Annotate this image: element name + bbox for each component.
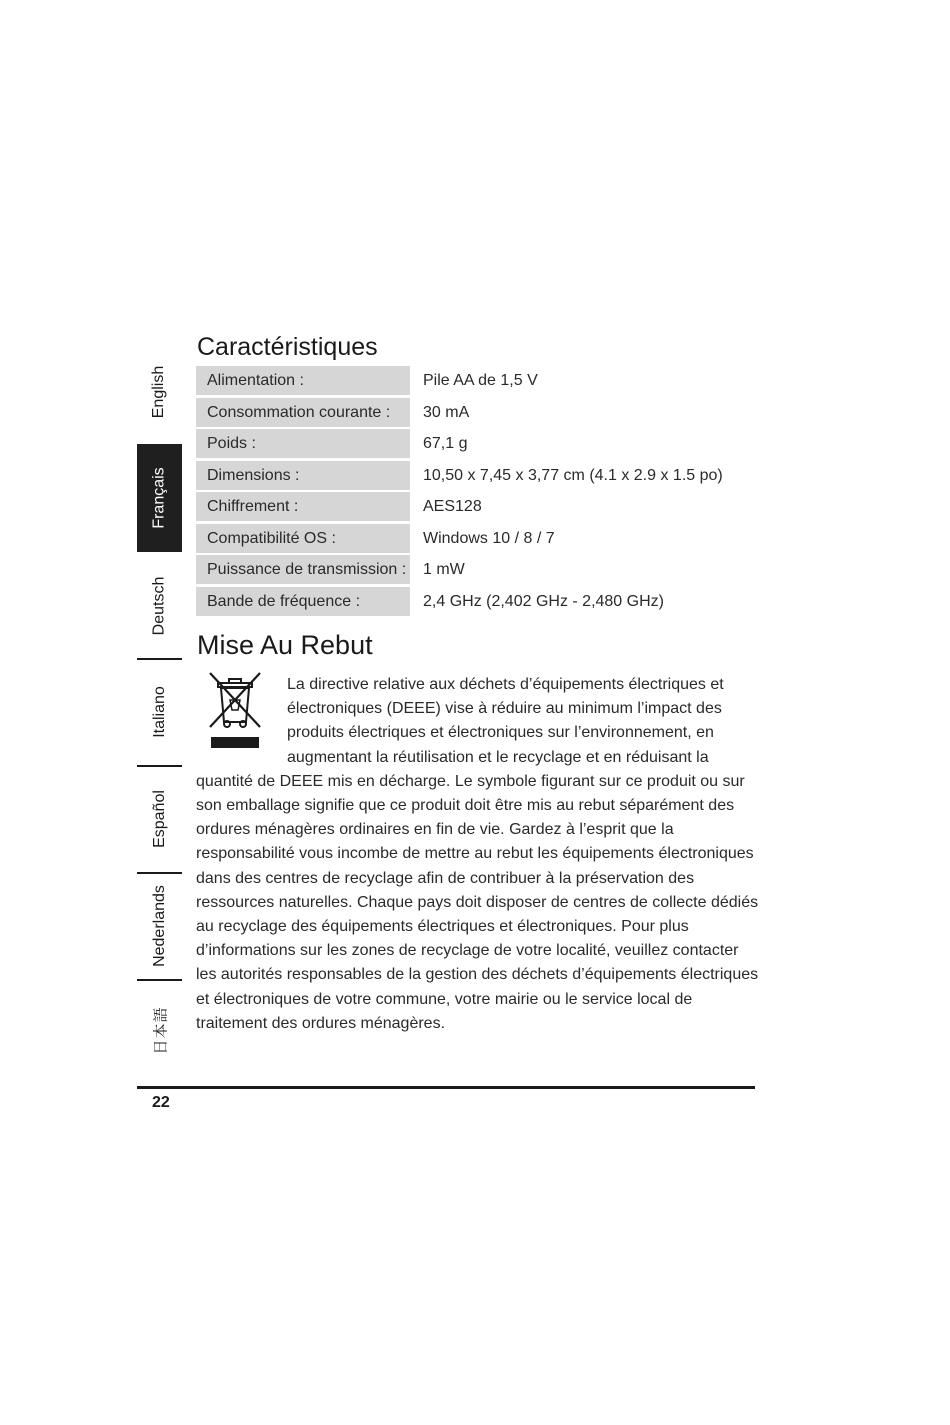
lang-tab-japanese[interactable]: [137, 983, 182, 1078]
spec-row: [196, 366, 723, 398]
lang-tab-label: 日本語: [152, 1006, 170, 1055]
spec-value: 10,50 x 7,45 x 3,77 cm (4.1 x 2.9 x 1.5 po): [423, 466, 723, 484]
spec-value: 67,1 g: [423, 435, 468, 452]
spec-label: Dimensions :: [196, 461, 410, 490]
lang-tab-label: Nederlands: [150, 885, 168, 967]
disposal-text: La directive relative aux déchets d’équipements électriques et électroniques (DEEE) vise à réduire au minimum l’impact des produits électriques et électroniques sur l’environnement, en augmentant la réutilisation et le recyclage et en réduisant la quantité de DEEE mis en décharge. Le symbole figurant sur ce produit ou sur son emballage signifie que ce produit doit être mis au rebut séparément des ordures ménagères ordinaires en fin de vie. Gardez à l’esprit que la responsabilité vous incombe de mettre au rebut les équipements électroniques dans des centres de recyclage afin de contribuer à la préservation des ressources naturelles. Chaque pays doit disposer de centres de collecte dédiés au recyclage des équipements électriques et électroniques. Pour plus d’informations sur les zones de recyclage de votre localité, veuillez contacter les autorités responsables de la gestion des déchets d’équipements électriques et électroniques de votre commune, votre mairie ou le service local de traitement des ordures ménagères.: [196, 676, 759, 1032]
spec-value: Windows 10 / 8 / 7: [423, 529, 555, 547]
spec-row: [196, 555, 723, 587]
spec-row: [196, 492, 723, 524]
lang-tab-italiano[interactable]: [137, 662, 182, 762]
spec-row: [196, 429, 723, 461]
lang-tab-nederlands[interactable]: [137, 876, 182, 976]
spec-value: 1 mW: [423, 561, 465, 578]
spec-label: Poids :: [196, 429, 410, 458]
footer-rule: [137, 1086, 755, 1089]
spec-row: [196, 524, 723, 556]
spec-section-title: Caractéristiques: [197, 333, 378, 361]
lang-tab-label: Français: [150, 467, 168, 529]
spec-value: Pile AA de 1,5 V: [423, 372, 538, 389]
lang-tab-divider: [137, 658, 182, 660]
lang-tab-espanol[interactable]: [137, 769, 182, 869]
spec-value: 2,4 GHz (2,402 GHz - 2,480 GHz): [423, 592, 664, 610]
lang-tab-label: Español: [150, 790, 168, 848]
lang-tab-english[interactable]: [137, 342, 182, 442]
lang-tab-divider: [137, 765, 182, 767]
spec-label: Bande de fréquence :: [196, 587, 410, 616]
spec-row: [196, 587, 723, 619]
spec-row: [196, 398, 723, 430]
lang-tab-divider: [137, 979, 182, 981]
icon-spacer: [196, 673, 287, 768]
lang-tab-francais[interactable]: [137, 444, 182, 552]
spec-label: Compatibilité OS :: [196, 524, 410, 553]
page-number: 22: [152, 1094, 170, 1111]
spec-label: Consommation courante :: [196, 398, 410, 427]
spec-table: [196, 366, 723, 618]
lang-tab-label: Italiano: [150, 686, 168, 738]
disposal-paragraph: [196, 673, 762, 1036]
lang-tab-deutsch[interactable]: [137, 556, 182, 656]
spec-value: 30 mA: [423, 403, 470, 421]
lang-tab-divider: [137, 872, 182, 874]
lang-tab-label: Deutsch: [150, 576, 168, 636]
spec-label: Chiffrement :: [196, 492, 410, 521]
spec-value: AES128: [423, 498, 482, 515]
disposal-section-title: Mise Au Rebut: [197, 630, 373, 660]
spec-row: [196, 461, 723, 493]
lang-tab-label: English: [150, 365, 168, 419]
spec-label: Alimentation :: [196, 366, 410, 395]
spec-label: Puissance de transmission :: [196, 555, 410, 584]
